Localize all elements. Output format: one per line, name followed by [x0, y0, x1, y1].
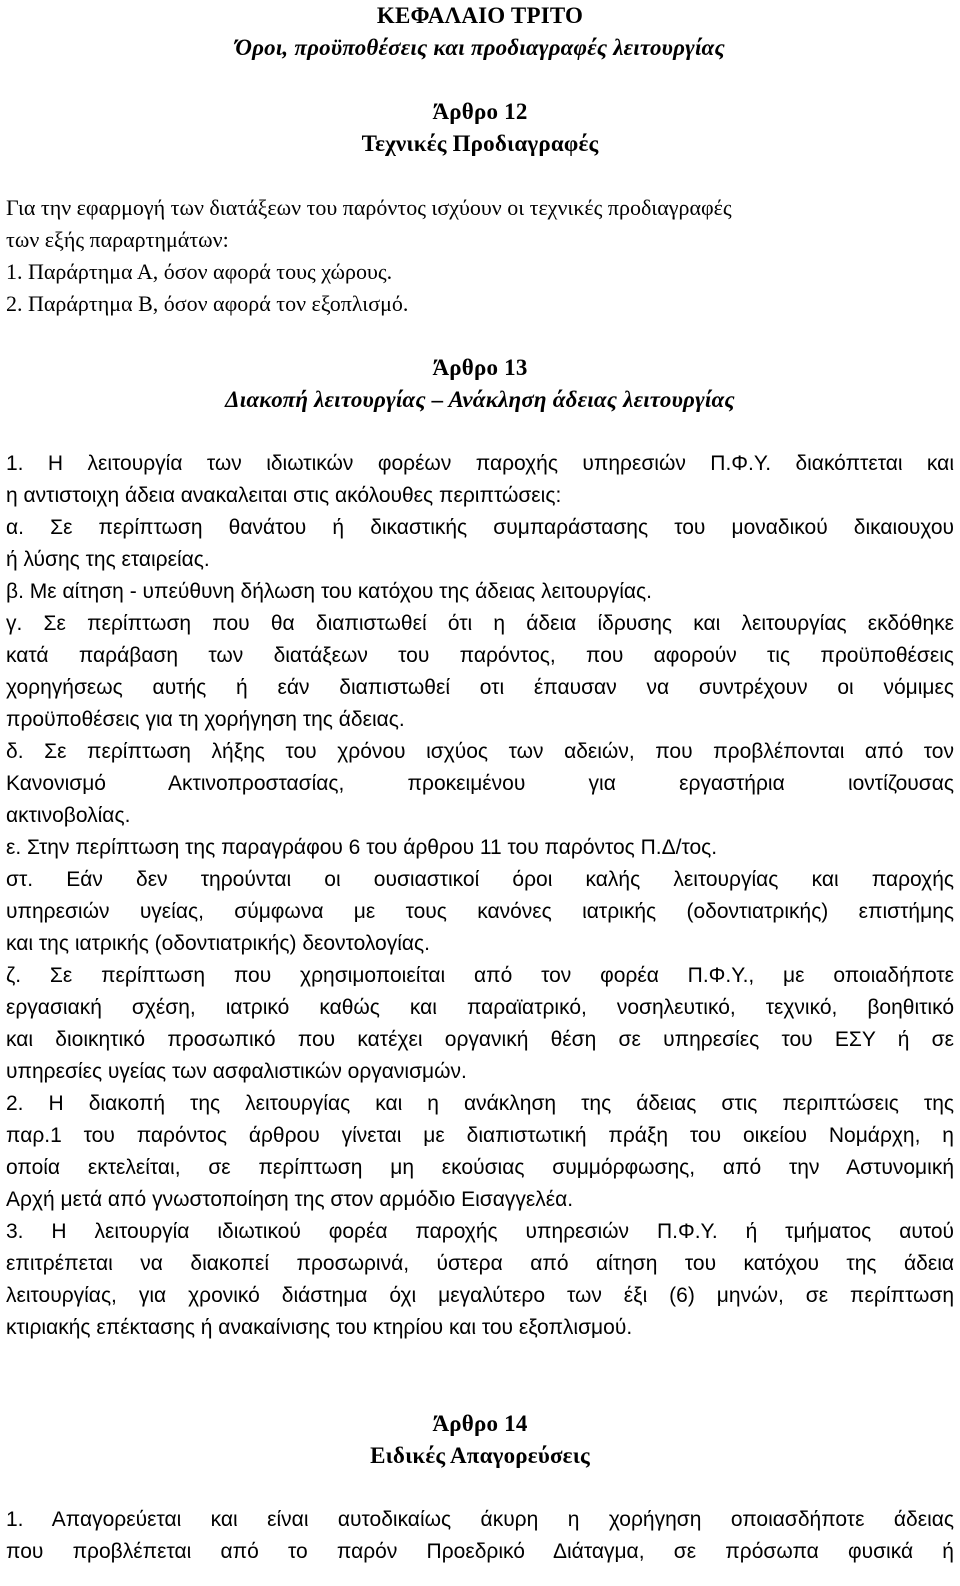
article-13-line: παρ.1 του παρόντος άρθρου γίνεται με διαπιστωτική πράξη του οικείου Νομάρχη, η	[6, 1124, 954, 1147]
article-14-line: που προβλέπεται από το παρόν Προεδρικό Διάταγμα, σε πρόσωπα φυσικά ή	[6, 1540, 954, 1563]
article-12-line: των εξής παραρτημάτων:	[6, 227, 229, 252]
article-13-line: υπηρεσιών υγείας, σύμφωνα με τους κανόνες ιατρικής (οδοντιατρικής) επιστήμης	[6, 900, 954, 923]
article-13-line: και διοικητικό προσωπικό που κατέχει οργανική θέση σε υπηρεσίες του ΕΣΥ ή σε	[6, 1028, 954, 1051]
article-13-line: επιτρέπεται να διακοπεί προσωρινά, ύστερα από αίτηση του κατόχου της άδεια	[6, 1252, 954, 1275]
article-13-line: ε. Στην περίπτωση της παραγράφου 6 του άρθρου 11 του παρόντος Π.Δ/τος.	[6, 836, 718, 859]
article-13-line: χορηγήσεως αυτής ή εάν διαπιστωθεί οτι έπαυσαν να συντρέχουν οι νόμιμες	[6, 676, 954, 699]
article-13-line: λειτουργίας, για χρονικό διάστημα όχι μεγαλύτερο των έξι (6) μηνών, σε περίπτωση	[6, 1284, 954, 1307]
article-13-line: γ. Σε περίπτωση που θα διαπιστωθεί ότι η άδεια ίδρυσης και λειτουργίας εκδόθηκε	[6, 612, 954, 635]
article-12-line: 1. Παράρτημα Α, όσον αφορά τους χώρους.	[6, 259, 393, 284]
article-13-title: Διακοπή λειτουργίας – Ανάκληση άδειας λειτουργίας	[225, 387, 735, 412]
article-13-line: ακτινοβολίας.	[6, 804, 131, 827]
article-13-line: και της ιατρικής (οδοντιατρικής) δεοντολογίας.	[6, 932, 430, 955]
article-12-title: Τεχνικές Προδιαγραφές	[361, 131, 599, 156]
chapter-title: ΚΕΦΑΛΑΙΟ ΤΡΙΤΟ	[376, 3, 584, 28]
article-13-line: 1. Η λειτουργία των ιδιωτικών φορέων παροχής υπηρεσιών Π.Φ.Υ. διακόπτεται και	[6, 452, 954, 475]
article-13-line: β. Με αίτηση - υπεύθυνη δήλωση του κατόχου της άδειας λειτουργίας.	[6, 580, 652, 603]
article-13-line: οποία εκτελείται, σε περίπτωση μη εκούσιας συμμόρφωσης, από την Αστυνομική	[6, 1156, 954, 1179]
article-12-line: Για την εφαρμογή των διατάξεων του παρόντος ισχύουν οι τεχνικές προδιαγραφές	[6, 195, 732, 220]
article-13-line: εργασιακή σχέση, ιατρικό καθώς και παραϊατρικό, νοσηλευτικό, τεχνικό, βοηθιτικό	[6, 996, 954, 1019]
article-14-line: 1. Απαγορεύεται και είναι αυτοδικαίως άκυρη η χορήγηση οποιασδήποτε άδειας	[6, 1508, 954, 1531]
chapter-subtitle: Όροι, προϋποθέσεις και προδιαγραφές λειτουργίας	[235, 35, 725, 60]
article-13-line: ή λύσης της εταιρείας.	[6, 548, 210, 571]
article-13-line: 2. Η διακοπή της λειτουργίας και η ανάκληση της άδειας στις περιπτώσεις της	[6, 1092, 954, 1115]
article-13-line: κτιριακής επέκτασης ή ανακαίνισης του κτηρίου και του εξοπλισμού.	[6, 1316, 633, 1339]
article-13-line: κατά παράβαση των διατάξεων του παρόντος, που αφορούν τις προϋποθέσεις	[6, 644, 954, 667]
article-12-heading: Άρθρο 12	[432, 99, 528, 124]
article-13-line: δ. Σε περίπτωση λήξης του χρόνου ισχύος των αδειών, που προβλέπονται από τον	[6, 740, 954, 763]
article-13-line: Κανονισμό Ακτινοπροστασίας, προκειμένου για εργαστήρια ιοντίζουσας	[6, 772, 954, 795]
article-13-line: υπηρεσίες υγείας των ασφαλιστικών οργανισμών.	[6, 1060, 467, 1083]
article-12-line: 2. Παράρτημα Β, όσον αφορά τον εξοπλισμό.	[6, 291, 409, 316]
article-13-line: α. Σε περίπτωση θανάτου ή δικαστικής συμπαράστασης του μοναδικού δικαιουχου	[6, 516, 954, 539]
article-13-heading: Άρθρο 13	[432, 355, 528, 380]
article-14-title: Ειδικές Απαγορεύσεις	[370, 1443, 590, 1468]
article-13-line: προϋποθέσεις για τη χορήγηση της άδειας.	[6, 708, 405, 731]
article-14-heading: Άρθρο 14	[432, 1411, 528, 1436]
article-13-line: 3. Η λειτουργία ιδιωτικού φορέα παροχής υπηρεσιών Π.Φ.Υ. ή τμήματος αυτού	[6, 1220, 954, 1243]
article-13-line: η αντιστοιχη άδεια ανακαλειται στις ακόλουθες περιπτώσεις:	[6, 484, 562, 507]
article-13-line: Αρχή μετά από γνωστοποίηση της στον αρμόδιο Εισαγγελέα.	[6, 1188, 574, 1211]
article-13-line: ζ. Σε περίπτωση που χρησιμοποιείται από τον φορέα Π.Φ.Υ., με οποιαδήποτε	[6, 964, 954, 987]
article-13-line: στ. Εάν δεν τηρούνται οι ουσιαστικοί όροι καλής λειτουργίας και παροχής	[6, 868, 954, 891]
